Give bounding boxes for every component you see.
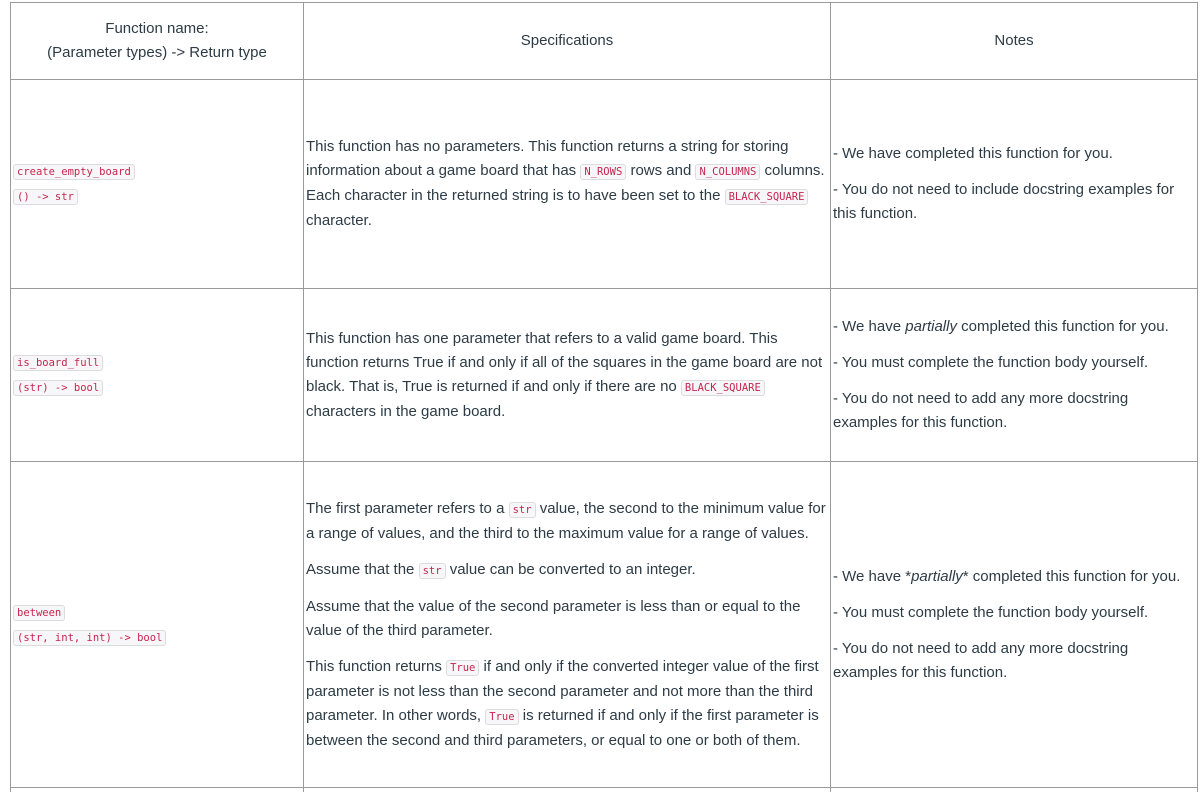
header-notes: Notes [831, 3, 1198, 80]
spec-paragraph [306, 497, 828, 546]
specifications-cell [304, 462, 831, 788]
note-item: - You must complete the function body yourself. [833, 354, 1149, 371]
type-code: str [419, 563, 446, 579]
header-function-name [11, 3, 304, 80]
function-name-cell [11, 462, 304, 788]
empty-cell [831, 788, 1198, 793]
note-emphasis: partially [905, 318, 957, 335]
type-code: str [509, 502, 536, 518]
table-row [11, 462, 1198, 788]
spec-text: This function has no parameters. This function returns a string for storing information about a game board that has [306, 138, 789, 179]
specifications-cell [304, 80, 831, 289]
header-function-name-line2: (Parameter types) -> Return type [47, 44, 267, 61]
notes-cell [831, 462, 1198, 788]
constant-code: N_ROWS [580, 164, 626, 180]
function-name: between [13, 605, 65, 621]
function-name: is_board_full [13, 355, 103, 371]
note-emphasis: partially [911, 567, 963, 585]
notes-cell [831, 289, 1198, 462]
note-item: - You do not need to add any more docstring examples for this function. [833, 639, 1129, 681]
spec-paragraph: Assume that the value of the second parameter is less than or equal to the value of the third parameter. [306, 597, 801, 639]
notes-cell [831, 80, 1198, 289]
note-text: completed this function for you. [956, 318, 1169, 335]
empty-cell [11, 788, 304, 793]
table-row-partial [11, 788, 1198, 793]
spec-text: rows and [626, 162, 696, 179]
constant-code: N_COLUMNS [695, 164, 760, 180]
note-item: - We have completed this function for you. [833, 145, 1113, 162]
spec-text: characters in the game board. [306, 402, 506, 420]
function-name-cell [11, 80, 304, 289]
note-text: - We have * [833, 567, 912, 585]
spec-paragraph [306, 327, 828, 424]
spec-text: value can be converted to an integer. [445, 560, 696, 578]
header-specifications: Specifications [304, 3, 831, 80]
function-name-cell [11, 289, 304, 462]
header-row [11, 3, 1198, 80]
spec-paragraph [306, 558, 828, 583]
constant-code: BLACK_SQUARE [681, 380, 765, 396]
function-name: create_empty_board [13, 164, 135, 180]
spec-text: character. [306, 212, 372, 229]
header-function-name-line1: Function name: [105, 20, 209, 37]
spec-text: Assume that the [306, 560, 419, 578]
constant-code: BLACK_SQUARE [725, 189, 809, 205]
table-row [11, 80, 1198, 289]
note-item: - You do not need to add any more docstring examples for this function. [833, 390, 1129, 431]
spec-text: value, the second to the minimum value for a range of values, and the third to the maximum value for a range of values. [306, 499, 826, 542]
spec-text: This function returns [306, 657, 447, 675]
spec-text: if and only if the converted integer value of the first parameter is not less than the second parameter and not more than the third parameter. In other words, [306, 657, 819, 724]
spec-paragraph [306, 135, 828, 233]
note-item: - You must complete the function body yourself. [833, 603, 1149, 621]
note-item [833, 315, 1195, 339]
function-signature: (str, int, int) -> bool [13, 630, 166, 646]
empty-cell [304, 788, 831, 793]
value-code: True [485, 709, 518, 725]
spec-text: is returned if and only if the first parameter is between the second and third parameters, or equal to one or both of them. [306, 706, 819, 749]
function-signature: () -> str [13, 189, 78, 205]
function-signature: (str) -> bool [13, 380, 103, 396]
spec-paragraph [306, 655, 828, 753]
note-item: - You do not need to include docstring examples for this function. [833, 181, 1175, 222]
specifications-cell [304, 289, 831, 462]
spec-text: This function has one parameter that refers to a valid game board. This function returns True if and only if all of the squares in the game board are not black. That is, True is returned if and only if there are no [306, 329, 823, 395]
spec-text: columns. Each character in the returned string is to have been set to the [306, 162, 825, 204]
note-text: * completed this function for you. [962, 567, 1181, 585]
spec-text: The first parameter refers to a [306, 499, 509, 517]
table-row [11, 289, 1198, 462]
value-code: True [446, 660, 479, 676]
function-spec-table [10, 2, 1198, 792]
note-item [833, 565, 1195, 589]
note-text: - We have [833, 318, 906, 335]
